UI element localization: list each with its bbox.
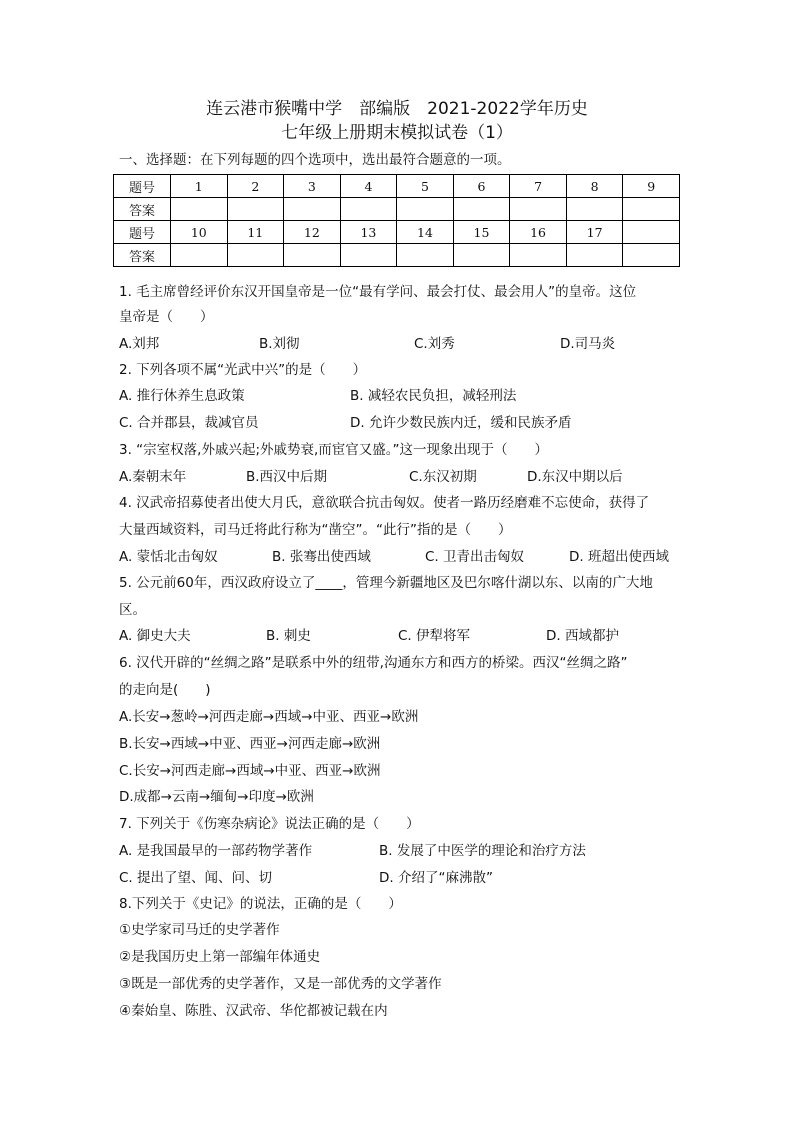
answer-cell[interactable]: [397, 244, 454, 267]
label-answer: 答案: [114, 198, 171, 221]
question-stem: 大量西域资料，司马迁将此行称为“凿空”。“此行”指的是（ ）: [119, 522, 512, 538]
option-a: A. 是我国最早的一部药物学著作: [119, 843, 313, 859]
option-a: A. 御史大夫: [119, 628, 191, 644]
question-number: 5: [397, 175, 454, 198]
option-a: A.长安→葱岭→河西走廊→西域→中亚、西亚→欧洲: [119, 709, 419, 725]
statement-4: ④秦始皇、陈胜、汉武帝、华佗都被记载在内: [119, 1003, 388, 1019]
question-stem: 1. 毛主席曾经评价东汉开国皇帝是一位“最有学问、最会打仗、最会用人”的皇帝。这位: [119, 284, 637, 300]
question-number: 17: [566, 221, 623, 244]
table-row: [114, 244, 680, 267]
option-a: A.秦朝末年: [119, 469, 187, 485]
answer-cell[interactable]: [510, 198, 567, 221]
statement-1: ①史学家司马迁的史学著作: [119, 922, 280, 938]
answer-cell[interactable]: [453, 244, 510, 267]
label-question: 题号: [114, 175, 171, 198]
question-number: 16: [510, 221, 567, 244]
question-number: 7: [510, 175, 567, 198]
statement-2: ②是我国历史上第一部编年体通史: [119, 949, 321, 965]
option-b: B. 刺史: [266, 628, 311, 644]
answer-cell[interactable]: [284, 244, 341, 267]
option-c: C. 合并郡县，裁减官员: [119, 415, 259, 431]
option-a: A.刘邦: [119, 336, 160, 352]
answer-cell[interactable]: [397, 198, 454, 221]
answer-cell[interactable]: [284, 198, 341, 221]
answer-cell[interactable]: [453, 198, 510, 221]
label-question: 题号: [114, 221, 171, 244]
answer-cell[interactable]: [623, 198, 680, 221]
option-d: D. 西域都护: [546, 628, 619, 644]
question-number: 9: [623, 175, 680, 198]
option-b: B.刘彻: [259, 336, 300, 352]
exam-title-line1: 连云港市猴嘴中学 部编版 2021-2022学年历史: [206, 99, 588, 119]
option-d: D. 班超出使西域: [569, 549, 669, 565]
option-c: C. 卫青出击匈奴: [425, 549, 525, 565]
question-number: 15: [453, 221, 510, 244]
option-d: D. 介绍了“麻沸散”: [379, 870, 493, 886]
option-b: B. 减轻农民负担，减轻刑法: [350, 388, 517, 404]
option-d: D.司马炎: [560, 336, 616, 352]
table-row: [114, 175, 680, 198]
question-stem: 区。: [119, 602, 146, 618]
option-d: D.东汉中期以后: [527, 469, 623, 485]
exam-title-line2: 七年级上册期末模拟试卷（1）: [281, 123, 513, 143]
question-stem: 5. 公元前60年，西汉政府设立了____，管理今新疆地区及巴尔喀什湖以东、以南的广大地: [119, 575, 653, 591]
question-number: 14: [397, 221, 454, 244]
option-b: B.西汉中后期: [246, 469, 328, 485]
option-c: C.刘秀: [414, 336, 455, 352]
question-number: 13: [340, 221, 397, 244]
option-b: B. 发展了中医学的理论和治疗方法: [379, 843, 586, 859]
question-number: 4: [340, 175, 397, 198]
option-d: D. 允许少数民族内迁，缓和民族矛盾: [350, 415, 572, 431]
answer-cell[interactable]: [340, 198, 397, 221]
question-number: 11: [227, 221, 284, 244]
option-c: C.长安→河西走廊→西域→中亚、西亚→欧洲: [119, 763, 381, 779]
option-c: C.东汉初期: [409, 469, 477, 485]
question-number: 8: [566, 175, 623, 198]
answer-cell[interactable]: [171, 244, 228, 267]
question-stem: 2. 下列各项不属“光武中兴”的是（ ）: [119, 362, 367, 378]
question-number: 6: [453, 175, 510, 198]
question-number: 10: [171, 221, 228, 244]
question-number: [623, 221, 680, 244]
table-row: [114, 198, 680, 221]
question-stem: 6. 汉代开辟的“丝绸之路”是联系中外的纽带,沟通东方和西方的桥梁。西汉“丝绸之路”: [119, 655, 628, 671]
option-c: C. 提出了望、闻、问、切: [119, 870, 273, 886]
question-stem: 3. “宗室权落,外戚兴起;外戚势衰,而宦官又盛。”这一现象出现于（ ）: [119, 442, 549, 458]
question-number: 3: [284, 175, 341, 198]
question-number: 2: [227, 175, 284, 198]
answer-cell[interactable]: [340, 244, 397, 267]
answer-cell[interactable]: [566, 198, 623, 221]
question-stem: 7. 下列关于《伤寒杂病论》说法正确的是（ ）: [119, 816, 420, 832]
label-answer: 答案: [114, 244, 171, 267]
question-stem: 4. 汉武帝招募使者出使大月氏，意欲联合抗击匈奴。使者一路历经磨难不忘使命，获得了: [119, 495, 650, 511]
section-heading: 一、选择题：在下列每题的四个选项中，选出最符合题意的一项。: [119, 152, 511, 168]
option-a: A. 推行休养生息政策: [119, 388, 245, 404]
answer-cell[interactable]: [623, 244, 680, 267]
option-a: A. 蒙恬北击匈奴: [119, 549, 218, 565]
question-stem: 皇帝是（ ）: [119, 309, 214, 325]
option-d: D.成都→云南→缅甸→印度→欧洲: [119, 789, 314, 805]
option-c: C. 伊犁将军: [398, 628, 471, 644]
table-row: [114, 221, 680, 244]
option-b: B. 张骞出使西域: [272, 549, 371, 565]
answer-cell[interactable]: [566, 244, 623, 267]
answer-cell[interactable]: [510, 244, 567, 267]
question-number: 12: [284, 221, 341, 244]
answer-cell[interactable]: [227, 198, 284, 221]
answer-cell[interactable]: [227, 244, 284, 267]
statement-3: ③既是一部优秀的史学著作，又是一部优秀的文学著作: [119, 976, 442, 992]
question-stem: 8.下列关于《史记》的说法，正确的是（ ）: [119, 896, 402, 912]
question-number: 1: [171, 175, 228, 198]
question-stem: 的走向是( ): [119, 682, 211, 698]
option-b: B.长安→西域→中亚、西亚→河西走廊→欧洲: [119, 736, 381, 752]
answer-table: [113, 174, 680, 267]
answer-cell[interactable]: [171, 198, 228, 221]
